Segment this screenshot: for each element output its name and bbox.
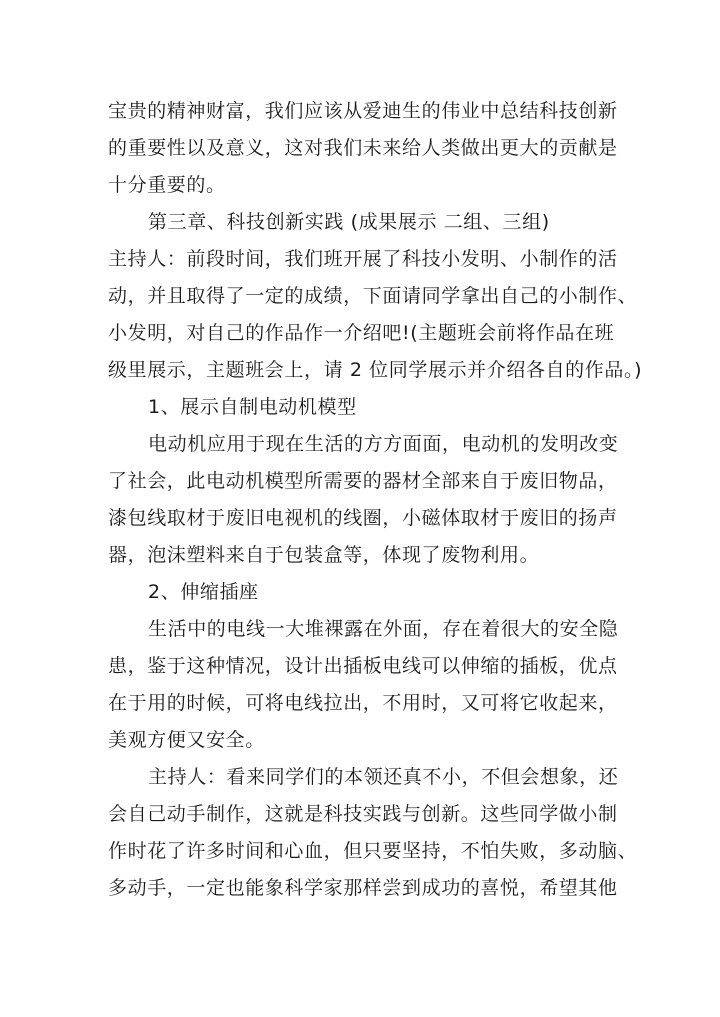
text-line: 生活中的电线一大堆裸露在外面，存在着很大的安全隐 <box>148 618 619 640</box>
text-line: 宝贵的精神财富，我们应该从爱迪生的伟业中总结科技创新 <box>108 100 618 122</box>
text-line: 主持人：看来同学们的本领还真不小，不但会想象，还 <box>148 766 619 788</box>
text-line: 多动手，一定也能象科学家那样尝到成功的喜悦，希望其他 <box>108 877 618 899</box>
text-line: 小发明，对自己的作品作一介绍吧!(主题班会前将作品在班 <box>108 322 615 344</box>
text-line: 在于用的时候，可将电线拉出，不用时，又可将它收起来， <box>108 692 618 714</box>
section-heading: 1、展示自制电动机模型 <box>148 396 357 418</box>
chapter-heading: 第三章、科技创新实践 (成果展示 二组、三组) <box>148 211 550 233</box>
text-line: 了社会，此电动机模型所需要的器材全部来自于废旧物品， <box>108 470 618 492</box>
text-line: 器，泡沫塑料来自于包装盒等，体现了废物利用。 <box>108 544 540 566</box>
text-line: 美观方便又安全。 <box>108 729 265 751</box>
text-line: 级里展示，主题班会上，请 2 位同学展示并介绍各自的作品。) <box>108 359 643 381</box>
section-heading: 2、伸缩插座 <box>148 581 259 603</box>
document-body-text <box>108 93 643 907</box>
text-line: 十分重要的。 <box>108 174 226 196</box>
text-line: 的重要性以及意义，这对我们未来给人类做出更大的贡献是 <box>108 137 618 159</box>
text-line: 作时花了许多时间和心血，但只要坚持，不怕失败，多动脑、 <box>108 840 638 862</box>
text-line: 主持人：前段时间，我们班开展了科技小发明、小制作的活 <box>108 248 618 270</box>
text-line: 患，鉴于这种情况，设计出插板电线可以伸缩的插板，优点 <box>108 655 618 677</box>
text-line: 漆包线取材于废旧电视机的线圈，小磁体取材于废旧的扬声 <box>108 507 618 529</box>
text-line: 会自己动手制作，这就是科技实践与创新。这些同学做小制 <box>108 803 618 825</box>
text-line: 动，并且取得了一定的成绩，下面请同学拿出自己的小制作、 <box>108 285 638 307</box>
text-line: 电动机应用于现在生活的方方面面，电动机的发明改变 <box>148 433 619 455</box>
